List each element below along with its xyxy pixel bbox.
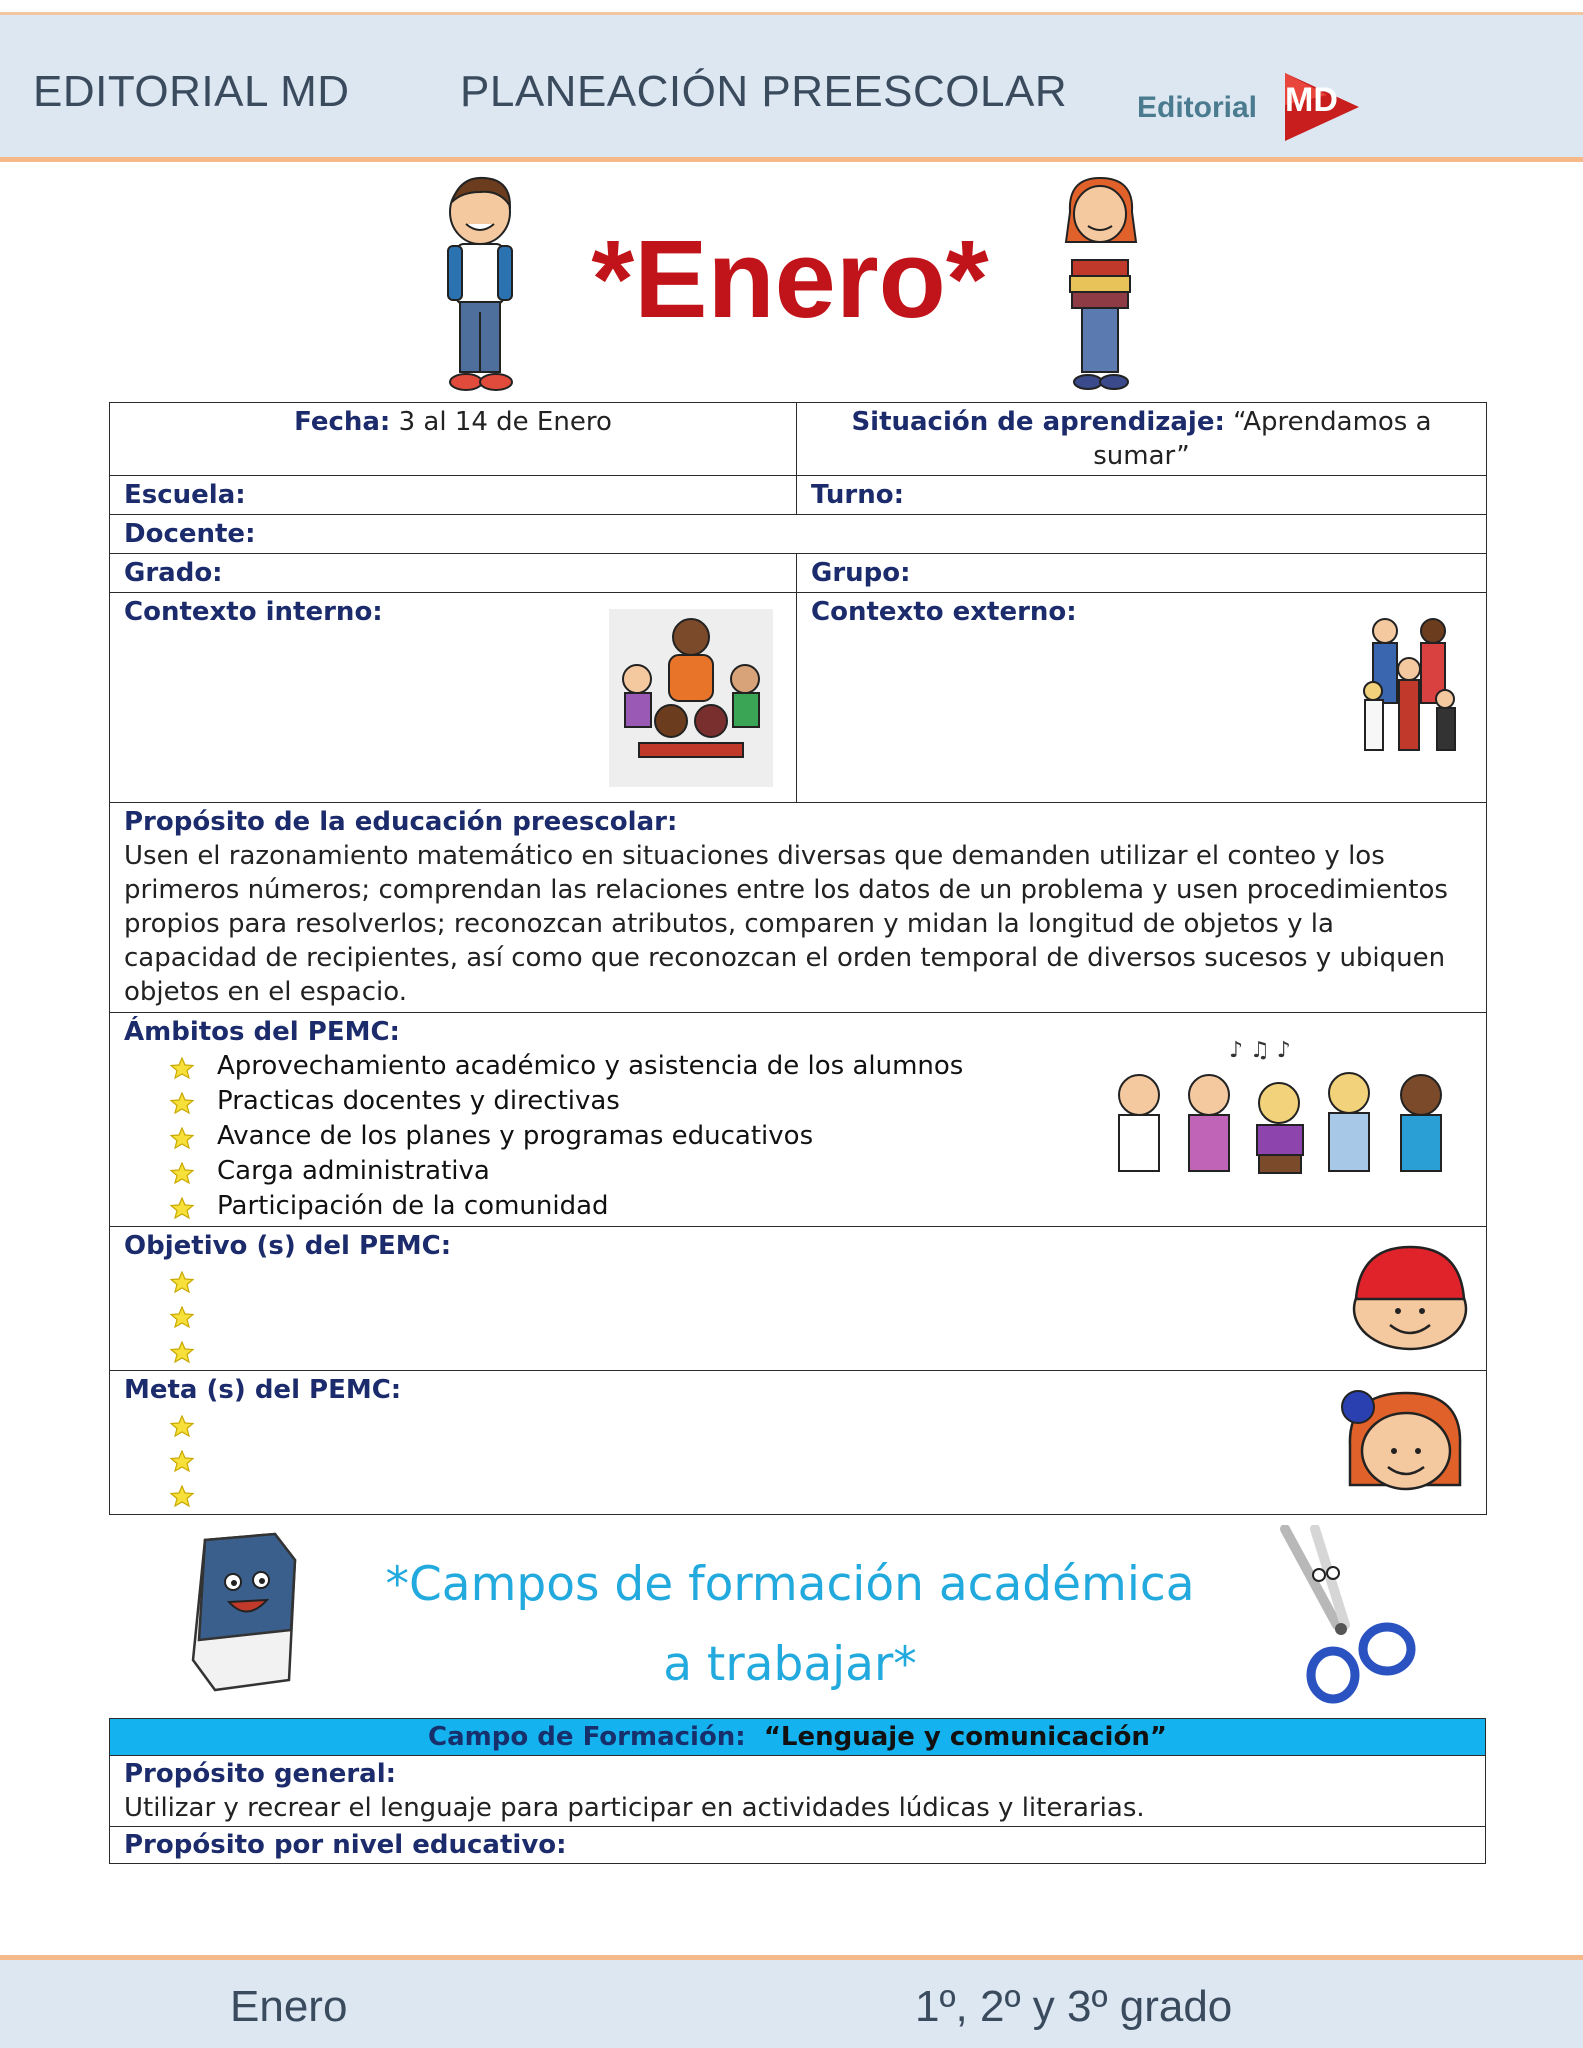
list-item: Practicas docentes y directivas (170, 1084, 1472, 1119)
metas-row (110, 1371, 1487, 1515)
planning-table (109, 402, 1487, 1515)
star-bullet-icon (170, 1127, 194, 1149)
editorial-md-logo (1135, 65, 1365, 145)
field-nivel-cell (110, 1827, 1486, 1864)
list-item: Avance de los planes y programas educativos (170, 1119, 1472, 1154)
contexto-interno-cell (110, 593, 797, 803)
contexto-externo-cell (797, 593, 1487, 803)
fecha-value: 3 al 14 de Enero (390, 407, 612, 437)
star-bullet-icon (170, 1197, 194, 1219)
proposito-label: Propósito de la educación preescolar: (124, 807, 678, 837)
proposito-general-text: Utilizar y recrear el lenguaje para participar en actividades lúdicas y literarias. (124, 1793, 1145, 1823)
objetivos-cell (110, 1227, 1487, 1371)
boy-clipart-icon (430, 172, 530, 397)
star-bullet-icon (170, 1271, 194, 1293)
list-item (170, 1298, 1472, 1333)
docente-row (110, 515, 1487, 554)
field-head-row (110, 1719, 1486, 1756)
turno-label: Turno: (811, 480, 904, 510)
metas-label: Meta (s) del PEMC: (124, 1375, 402, 1405)
girl-face-clipart-icon (1336, 1385, 1472, 1495)
ambitos-row (110, 1013, 1487, 1227)
page-footer (0, 1955, 1583, 2048)
girl-clipart-icon (1050, 172, 1150, 397)
footer-grades: 1º, 2º y 3º grado (915, 1982, 1233, 2031)
fecha-cell (110, 403, 797, 476)
metas-cell (110, 1371, 1487, 1515)
grupo-cell (797, 554, 1487, 593)
campos-title-line1: *Campos de formación académica (385, 1557, 1195, 1612)
escuela-row (110, 476, 1487, 515)
logo-word: Editorial (1137, 91, 1258, 124)
objetivos-row (110, 1227, 1487, 1371)
field-nivel-row (110, 1827, 1486, 1864)
situacion-value: “Aprendamos a sumar” (1093, 407, 1432, 471)
star-bullet-icon (170, 1162, 194, 1184)
contexto-interno-label: Contexto interno: (124, 597, 383, 627)
proposito-row (110, 803, 1487, 1013)
objetivos-label: Objetivo (s) del PEMC: (124, 1231, 452, 1261)
star-bullet-icon (170, 1057, 194, 1079)
fecha-row (110, 403, 1487, 476)
objetivos-list (124, 1263, 1472, 1368)
footer-month: Enero (230, 1982, 348, 2031)
list-item (170, 1407, 1472, 1442)
star-bullet-icon (170, 1485, 194, 1507)
contexto-row (110, 593, 1487, 803)
star-bullet-icon (170, 1415, 194, 1437)
grupo-label: Grupo: (811, 558, 911, 588)
campo-formacion-table (109, 1718, 1486, 1864)
situacion-label: Situación de aprendizaje: (851, 407, 1225, 437)
proposito-general-label: Propósito general: (124, 1759, 397, 1789)
escuela-label: Escuela: (124, 480, 246, 510)
grado-cell (110, 554, 797, 593)
boy-face-clipart-icon (1346, 1243, 1474, 1353)
docente-label: Docente: (124, 519, 256, 549)
scissors-clipart-icon (1275, 1525, 1420, 1705)
field-head-cell (110, 1719, 1486, 1756)
metas-list (124, 1407, 1472, 1512)
page-header (0, 12, 1583, 162)
star-bullet-icon (170, 1306, 194, 1328)
family-clipart-icon (1359, 615, 1459, 765)
list-item (170, 1477, 1472, 1512)
situacion-cell (797, 403, 1487, 476)
turno-cell (797, 476, 1487, 515)
logo-mark: MD (1285, 81, 1338, 119)
svg-text:♪ ♫ ♪: ♪ ♫ ♪ (1229, 1038, 1291, 1063)
list-item: Participación de la comunidad (170, 1189, 1472, 1224)
grado-label: Grado: (124, 558, 223, 588)
ambitos-cell (110, 1013, 1487, 1227)
field-general-row (110, 1756, 1486, 1827)
list-item: Aprovechamiento académico y asistencia de los alumnos (170, 1049, 1472, 1084)
ambitos-label: Ámbitos del PEMC: (124, 1017, 400, 1047)
proposito-nivel-label: Propósito por nivel educativo: (124, 1830, 567, 1860)
header-title: PLANEACIÓN PREESCOLAR (460, 67, 1068, 116)
kids-activities-clipart-icon (1099, 1033, 1469, 1193)
list-item (170, 1263, 1472, 1298)
eraser-clipart-icon (185, 1530, 300, 1695)
proposito-cell (110, 803, 1487, 1013)
field-general-cell (110, 1756, 1486, 1827)
list-item (170, 1442, 1472, 1477)
fecha-label: Fecha: (294, 407, 391, 437)
escuela-cell (110, 476, 797, 515)
contexto-externo-label: Contexto externo: (811, 597, 1077, 627)
field-head-label: Campo de Formación: (428, 1722, 746, 1752)
children-circle-clipart-icon (609, 609, 773, 787)
campos-section-title (360, 1545, 1220, 1705)
star-bullet-icon (170, 1092, 194, 1114)
campos-title-line2: a trabajar* (663, 1637, 917, 1692)
list-item: Carga administrativa (170, 1154, 1472, 1189)
grado-row (110, 554, 1487, 593)
star-bullet-icon (170, 1450, 194, 1472)
month-title: *Enero* (591, 218, 989, 341)
field-head-value: “Lenguaje y comunicación” (763, 1722, 1167, 1752)
docente-cell (110, 515, 1487, 554)
list-item (170, 1333, 1472, 1368)
star-bullet-icon (170, 1341, 194, 1363)
header-publisher: EDITORIAL MD (33, 67, 350, 116)
proposito-text: Usen el razonamiento matemático en situaciones diversas que demanden utilizar el conteo y los primeros números; comprendan las relaciones entre los datos de un problema y usen procedimientos propios para resolverlos; reconozcan atributos, comparen y midan la longitud de objetos y la capacidad de recipientes, así como que reconozcan el orden temporal de diversos sucesos y ubiquen objetos en el espacio. (124, 841, 1448, 1007)
